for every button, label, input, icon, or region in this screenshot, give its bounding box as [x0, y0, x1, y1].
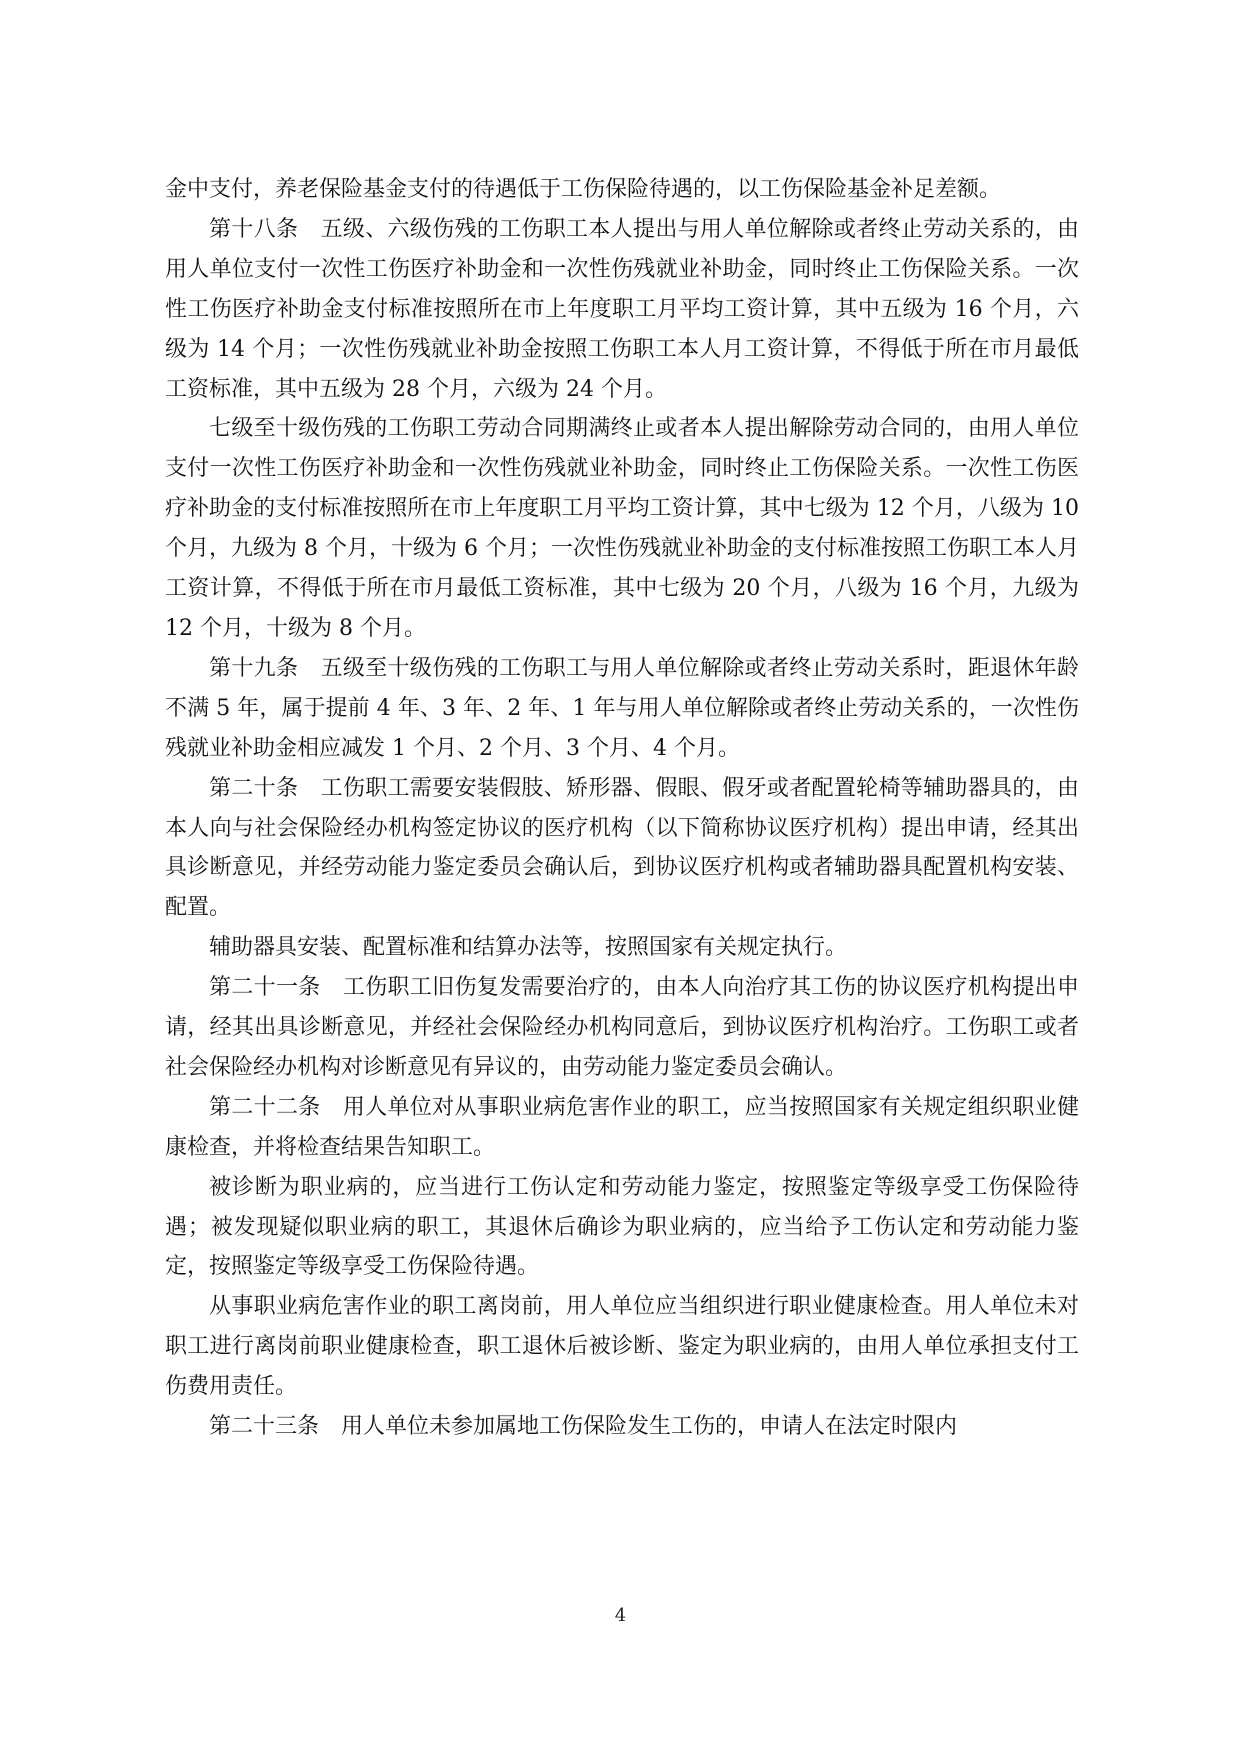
paragraph-text: 从事职业病危害作业的职工离岗前，用人单位应当组织进行职业健康检查。用人单位未对职工进行离岗前职业健康检查，职工退休后被诊断、鉴定为职业病的，由用人单位承担支付工伤费用责任。: [165, 1294, 1079, 1400]
paragraph-text: 用人单位对从事职业病危害作业的职工，应当按照国家有关规定组织职业健康检查，并将检查结果告知职工。: [165, 1094, 1079, 1160]
article-number: 第二十三条: [209, 1414, 320, 1440]
paragraph-text: 五级、六级伤残的工伤职工本人提出与用人单位解除或者终止劳动关系的，由用人单位支付一次性工伤医疗补助金和一次性伤残就业补助金，同时终止工伤保险关系。一次性工伤医疗补助金支付标准按照所在市上年度职工月平均工资计算，其中五级为 16 个月，六级为 14 个月；一次性伤残就业补助金按照工伤职工本人月工资计算，不得低于所在市月最低工资标准，其中五级为 28 个月，六级为 24 个月。: [165, 216, 1079, 402]
paragraph-text: 金中支付，养老保险基金支付的待遇低于工伤保险待遇的，以工伤保险基金补足差额。: [165, 177, 1002, 202]
paragraph-text: 工伤职工需要安装假肢、矫形器、假眼、假牙或者配置轮椅等辅助器具的，由本人向与社会保险经办机构签定协议的医疗机构（以下简称协议医疗机构）提出申请，经其出具诊断意见，并经劳动能力鉴定委员会确认后，到协议医疗机构或者辅助器具配置机构安装、配置。: [165, 775, 1079, 921]
paragraph-6: [165, 928, 1079, 968]
paragraph-article-21: [165, 968, 1079, 1088]
paragraph-10: [165, 1287, 1079, 1407]
paragraph-article-18: [165, 210, 1079, 410]
paragraph-article-22: [165, 1088, 1079, 1168]
article-number: 第十八条: [209, 216, 299, 242]
article-number: 第二十二条: [209, 1094, 321, 1120]
document-body: [165, 170, 1079, 1447]
page-number: 4: [614, 1605, 627, 1626]
paragraph-3: [165, 409, 1079, 648]
paragraph-text: 五级至十级伤残的工伤职工与用人单位解除或者终止劳动关系时，距退休年龄不满 5 年，属于提前 4 年、3 年、2 年、1 年与用人单位解除或者终止劳动关系的，一次性伤残就业补助金相应减发 1 个月、2 个月、3 个月、4 个月。: [165, 655, 1079, 761]
paragraph-text: 工伤职工旧伤复发需要治疗的，由本人向治疗其工伤的协议医疗机构提出申请，经其出具诊断意见，并经社会保险经办机构同意后，到协议医疗机构治疗。工伤职工或者社会保险经办机构对诊断意见有异议的，由劳动能力鉴定委员会确认。: [165, 975, 1079, 1080]
article-number: 第十九条: [209, 655, 299, 681]
paragraph-article-19: [165, 649, 1079, 769]
article-number: 第二十一条: [209, 975, 321, 1001]
article-number: 第二十条: [209, 775, 299, 801]
paragraph-1: [165, 170, 1079, 210]
paragraph-text: 七级至十级伤残的工伤职工劳动合同期满终止或者本人提出解除劳动合同的，由用人单位支付一次性工伤医疗补助金和一次性伤残就业补助金，同时终止工伤保险关系。一次性工伤医疗补助金的支付标准按照所在市上年度职工月平均工资计算，其中七级为 12 个月，八级为 10 个月，九级为 8 个月，十级为 6 个月；一次性伤残就业补助金的支付标准按照工伤职工本人月工资计算，不得低于所在市月最低工资标准，其中七级为 20 个月，八级为 16 个月，九级为 12 个月，十级为 8 个月。: [165, 416, 1079, 641]
paragraph-article-20: [165, 769, 1079, 929]
paragraph-text: 辅助器具安装、配置标准和结算办法等，按照国家有关规定执行。: [209, 935, 848, 961]
paragraph-text: 被诊断为职业病的，应当进行工伤认定和劳动能力鉴定，按照鉴定等级享受工伤保险待遇；被发现疑似职业病的职工，其退休后确诊为职业病的，应当给予工伤认定和劳动能力鉴定，按照鉴定等级享受工伤保险待遇。: [165, 1174, 1079, 1280]
paragraph-text: 用人单位未参加属地工伤保险发生工伤的，申请人在法定时限内: [341, 1414, 958, 1440]
paragraph-article-23: [165, 1407, 1079, 1447]
paragraph-9: [165, 1168, 1079, 1288]
